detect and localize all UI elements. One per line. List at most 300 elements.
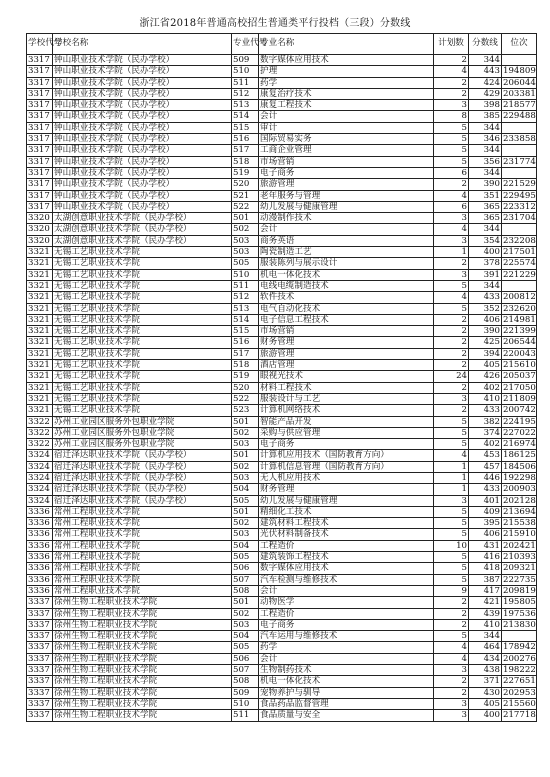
rank-cell: 231774 bbox=[503, 156, 536, 167]
table-row bbox=[27, 66, 537, 77]
rank-cell: 197536 bbox=[503, 608, 536, 619]
rank-cell bbox=[502, 280, 537, 291]
major-name-cell: 国际贸易实务 bbox=[259, 134, 434, 145]
rank-cell: 211809 bbox=[503, 393, 536, 404]
plan-cell: 5 bbox=[434, 122, 469, 133]
score-table bbox=[26, 33, 537, 722]
table-row bbox=[27, 484, 537, 495]
school-name-cell: 无锡工艺职业技术学院 bbox=[53, 371, 232, 382]
score-cell: 365 bbox=[469, 201, 502, 212]
major-name-cell: 服装陈列与展示设计 bbox=[259, 258, 434, 269]
table-row bbox=[27, 167, 537, 178]
major-code-cell: 513 bbox=[232, 303, 259, 314]
school-code-cell: 3324 bbox=[27, 495, 53, 506]
major-code-cell: 509 bbox=[232, 687, 259, 698]
major-code-cell: 511 bbox=[232, 77, 259, 88]
school-name-cell: 无锡工艺职业技术学院 bbox=[53, 337, 232, 348]
table-body bbox=[27, 55, 537, 722]
major-name-cell: 市场营销 bbox=[259, 326, 434, 337]
major-code-cell: 523 bbox=[232, 405, 259, 416]
rank-cell: 213830 bbox=[503, 619, 536, 630]
major-name-cell: 工程造价 bbox=[259, 608, 434, 619]
plan-cell: 2 bbox=[434, 676, 469, 687]
table-row bbox=[27, 269, 537, 280]
plan-cell: 2 bbox=[434, 326, 469, 337]
school-code-cell: 3337 bbox=[27, 619, 53, 630]
school-name-cell: 无锡工艺职业技术学院 bbox=[53, 247, 232, 258]
score-cell: 433 bbox=[469, 292, 502, 303]
major-name-cell: 数字媒体应用技术 bbox=[259, 55, 434, 66]
school-name-cell: 徐州生物工程职业技术学院 bbox=[53, 597, 232, 608]
major-code-cell: 506 bbox=[232, 653, 259, 664]
table-row bbox=[27, 382, 537, 393]
major-name-cell: 智能产品开发 bbox=[259, 416, 434, 427]
major-name-cell: 酒店管理 bbox=[259, 360, 434, 371]
major-name-cell: 幼儿发展与健康管理 bbox=[259, 201, 434, 212]
score-cell: 418 bbox=[469, 563, 502, 574]
school-code-cell: 3337 bbox=[27, 597, 53, 608]
school-code-cell: 3336 bbox=[27, 506, 53, 517]
score-cell: 453 bbox=[469, 450, 502, 461]
major-name-cell: 康复治疗技术 bbox=[259, 88, 434, 99]
score-cell: 371 bbox=[469, 676, 502, 687]
table-row bbox=[27, 698, 537, 709]
school-name-cell: 徐州生物工程职业技术学院 bbox=[53, 676, 232, 687]
table-row bbox=[27, 608, 537, 619]
plan-cell: 2 bbox=[434, 337, 469, 348]
table-row bbox=[27, 653, 537, 664]
school-name-cell: 常州工程职业技术学院 bbox=[53, 540, 232, 551]
plan-cell: 2 bbox=[434, 77, 469, 88]
school-code-cell: 3317 bbox=[27, 156, 53, 167]
major-name-cell: 软件技术 bbox=[259, 292, 434, 303]
plan-cell: 4 bbox=[434, 66, 469, 77]
major-code-cell: 507 bbox=[232, 574, 259, 585]
school-name-cell: 苏州工业园区服务外包职业学院 bbox=[53, 416, 232, 427]
header-school-name: 学校名称 bbox=[53, 34, 232, 55]
school-name-cell: 无锡工艺职业技术学院 bbox=[53, 280, 232, 291]
major-name-cell: 宠物养护与驯导 bbox=[259, 687, 434, 698]
table-row bbox=[27, 427, 537, 438]
school-code-cell: 3317 bbox=[27, 145, 53, 156]
major-code-cell: 506 bbox=[232, 563, 259, 574]
school-name-cell: 钟山职业技术学院（民办学校） bbox=[53, 55, 232, 66]
plan-cell: 2 bbox=[434, 360, 469, 371]
major-code-cell: 509 bbox=[232, 55, 259, 66]
table-row bbox=[27, 280, 537, 291]
rank-cell: 215560 bbox=[503, 698, 536, 709]
major-code-cell: 513 bbox=[232, 100, 259, 111]
school-name-cell: 徐州生物工程职业技术学院 bbox=[53, 687, 232, 698]
major-name-cell: 电子商务 bbox=[259, 167, 434, 178]
major-code-cell: 504 bbox=[232, 540, 259, 551]
rank-cell: 232620 bbox=[503, 303, 536, 314]
table-row bbox=[27, 134, 537, 145]
school-name-cell: 钟山职业技术学院（民办学校） bbox=[53, 145, 232, 156]
plan-cell: 1 bbox=[434, 461, 469, 472]
table-row bbox=[27, 111, 537, 122]
major-code-cell: 512 bbox=[232, 88, 259, 99]
school-code-cell: 3337 bbox=[27, 631, 53, 642]
score-cell: 424 bbox=[469, 77, 502, 88]
score-cell: 395 bbox=[469, 518, 502, 529]
score-cell: 457 bbox=[469, 461, 502, 472]
school-code-cell: 3317 bbox=[27, 100, 53, 111]
school-code-cell: 3322 bbox=[27, 416, 53, 427]
school-name-cell: 徐州生物工程职业技术学院 bbox=[53, 608, 232, 619]
table-row bbox=[27, 179, 537, 190]
rank-cell bbox=[502, 167, 537, 178]
score-cell: 344 bbox=[469, 167, 502, 178]
plan-cell: 5 bbox=[434, 529, 469, 540]
plan-cell: 5 bbox=[434, 631, 469, 642]
rank-cell: 206044 bbox=[503, 77, 536, 88]
major-name-cell: 服装设计与工艺 bbox=[259, 393, 434, 404]
major-name-cell: 电子商务 bbox=[259, 619, 434, 630]
table-row bbox=[27, 247, 537, 258]
plan-cell: 6 bbox=[434, 201, 469, 212]
score-cell: 406 bbox=[469, 314, 502, 325]
rank-cell: 225574 bbox=[503, 258, 536, 269]
table-row bbox=[27, 665, 537, 676]
rank-cell bbox=[502, 145, 537, 156]
school-code-cell: 3317 bbox=[27, 134, 53, 145]
plan-cell: 3 bbox=[434, 710, 469, 721]
rank-cell: 227651 bbox=[503, 676, 536, 687]
school-code-cell: 3321 bbox=[27, 247, 53, 258]
major-code-cell: 511 bbox=[232, 280, 259, 291]
major-code-cell: 503 bbox=[232, 529, 259, 540]
score-cell: 417 bbox=[469, 585, 502, 596]
score-cell: 344 bbox=[469, 122, 502, 133]
header-school-code: 学校代号 bbox=[27, 34, 53, 55]
school-name-cell: 宿迁泽达职业技术学院（民办学校） bbox=[53, 495, 232, 506]
major-name-cell: 材料工程技术 bbox=[259, 382, 434, 393]
header-rank: 位次 bbox=[502, 34, 537, 55]
school-name-cell: 钟山职业技术学院（民办学校） bbox=[53, 88, 232, 99]
major-name-cell: 商务英语 bbox=[259, 235, 434, 246]
rank-cell bbox=[502, 55, 537, 66]
school-code-cell: 3336 bbox=[27, 518, 53, 529]
score-cell: 346 bbox=[469, 134, 502, 145]
major-code-cell: 503 bbox=[232, 439, 259, 450]
plan-cell: 2 bbox=[434, 687, 469, 698]
score-cell: 443 bbox=[469, 66, 502, 77]
plan-cell: 2 bbox=[434, 258, 469, 269]
score-cell: 390 bbox=[469, 326, 502, 337]
plan-cell: 2 bbox=[434, 55, 469, 66]
major-code-cell: 515 bbox=[232, 326, 259, 337]
plan-cell: 3 bbox=[434, 235, 469, 246]
major-name-cell: 陶瓷制造工艺 bbox=[259, 247, 434, 258]
major-code-cell: 504 bbox=[232, 631, 259, 642]
rank-cell: 209819 bbox=[503, 585, 536, 596]
school-code-cell: 3321 bbox=[27, 405, 53, 416]
score-cell: 387 bbox=[469, 574, 502, 585]
score-cell: 439 bbox=[469, 608, 502, 619]
rank-cell: 233858 bbox=[503, 134, 536, 145]
table-row bbox=[27, 213, 537, 224]
table-row bbox=[27, 55, 537, 66]
school-code-cell: 3322 bbox=[27, 427, 53, 438]
school-code-cell: 3317 bbox=[27, 111, 53, 122]
major-name-cell: 审计 bbox=[259, 122, 434, 133]
score-cell: 398 bbox=[469, 100, 502, 111]
score-cell: 352 bbox=[469, 303, 502, 314]
table-row bbox=[27, 416, 537, 427]
major-code-cell: 501 bbox=[232, 416, 259, 427]
rank-cell: 223312 bbox=[503, 201, 536, 212]
major-name-cell: 无人机应用技术 bbox=[259, 472, 434, 483]
major-code-cell: 501 bbox=[232, 450, 259, 461]
major-code-cell: 521 bbox=[232, 190, 259, 201]
school-code-cell: 3337 bbox=[27, 698, 53, 709]
rank-cell: 184506 bbox=[503, 461, 536, 472]
rank-cell: 213694 bbox=[503, 506, 536, 517]
table-row bbox=[27, 190, 537, 201]
school-code-cell: 3317 bbox=[27, 77, 53, 88]
rank-cell bbox=[502, 122, 537, 133]
plan-cell: 3 bbox=[434, 213, 469, 224]
major-name-cell: 生物制药技术 bbox=[259, 665, 434, 676]
table-row bbox=[27, 201, 537, 212]
major-name-cell: 眼视光技术 bbox=[259, 371, 434, 382]
school-code-cell: 3317 bbox=[27, 122, 53, 133]
table-row bbox=[27, 676, 537, 687]
plan-cell: 5 bbox=[434, 303, 469, 314]
score-cell: 365 bbox=[469, 213, 502, 224]
rank-cell: 222735 bbox=[503, 574, 536, 585]
plan-cell: 5 bbox=[434, 156, 469, 167]
school-code-cell: 3337 bbox=[27, 642, 53, 653]
school-name-cell: 钟山职业技术学院（民办学校） bbox=[53, 167, 232, 178]
major-name-cell: 财务管理 bbox=[259, 337, 434, 348]
major-code-cell: 503 bbox=[232, 235, 259, 246]
table-row bbox=[27, 450, 537, 461]
major-code-cell: 501 bbox=[232, 213, 259, 224]
major-code-cell: 502 bbox=[232, 518, 259, 529]
major-name-cell: 电气自动化技术 bbox=[259, 303, 434, 314]
school-code-cell: 3321 bbox=[27, 382, 53, 393]
school-code-cell: 3320 bbox=[27, 213, 53, 224]
plan-cell: 1 bbox=[434, 484, 469, 495]
school-code-cell: 3321 bbox=[27, 303, 53, 314]
major-code-cell: 507 bbox=[232, 665, 259, 676]
plan-cell: 5 bbox=[434, 427, 469, 438]
major-name-cell: 动物医学 bbox=[259, 597, 434, 608]
school-name-cell: 徐州生物工程职业技术学院 bbox=[53, 631, 232, 642]
score-cell: 351 bbox=[469, 190, 502, 201]
school-name-cell: 钟山职业技术学院（民办学校） bbox=[53, 201, 232, 212]
plan-cell: 5 bbox=[434, 145, 469, 156]
plan-cell: 4 bbox=[434, 224, 469, 235]
rank-cell: 198222 bbox=[503, 665, 536, 676]
table-row bbox=[27, 585, 537, 596]
score-cell: 354 bbox=[469, 235, 502, 246]
school-code-cell: 3320 bbox=[27, 235, 53, 246]
major-name-cell: 电线电缆制造技术 bbox=[259, 280, 434, 291]
plan-cell: 2 bbox=[434, 597, 469, 608]
major-code-cell: 503 bbox=[232, 472, 259, 483]
school-name-cell: 无锡工艺职业技术学院 bbox=[53, 269, 232, 280]
score-cell: 431 bbox=[469, 540, 502, 551]
major-code-cell: 519 bbox=[232, 167, 259, 178]
table-row bbox=[27, 710, 537, 721]
plan-cell: 5 bbox=[434, 416, 469, 427]
major-name-cell: 药学 bbox=[259, 77, 434, 88]
school-code-cell: 3324 bbox=[27, 472, 53, 483]
score-cell: 409 bbox=[469, 506, 502, 517]
major-name-cell: 电子信息工程技术 bbox=[259, 314, 434, 325]
school-code-cell: 3337 bbox=[27, 608, 53, 619]
table-row bbox=[27, 100, 537, 111]
score-cell: 425 bbox=[469, 337, 502, 348]
major-name-cell: 康复工程技术 bbox=[259, 100, 434, 111]
major-name-cell: 会计 bbox=[259, 224, 434, 235]
rank-cell: 194809 bbox=[503, 66, 536, 77]
school-name-cell: 钟山职业技术学院（民办学校） bbox=[53, 122, 232, 133]
rank-cell: 178942 bbox=[503, 642, 536, 653]
major-code-cell: 522 bbox=[232, 393, 259, 404]
table-row bbox=[27, 360, 537, 371]
plan-cell: 3 bbox=[434, 495, 469, 506]
school-name-cell: 宿迁泽达职业技术学院（民办学校） bbox=[53, 472, 232, 483]
score-cell: 378 bbox=[469, 258, 502, 269]
rank-cell: 200812 bbox=[503, 292, 536, 303]
major-code-cell: 502 bbox=[232, 461, 259, 472]
rank-cell: 217501 bbox=[503, 247, 536, 258]
rank-cell: 202953 bbox=[503, 687, 536, 698]
major-name-cell: 财务管理 bbox=[259, 484, 434, 495]
plan-cell: 5 bbox=[434, 506, 469, 517]
table-row bbox=[27, 393, 537, 404]
major-name-cell: 会计 bbox=[259, 653, 434, 664]
school-name-cell: 钟山职业技术学院（民办学校） bbox=[53, 156, 232, 167]
table-row bbox=[27, 337, 537, 348]
school-name-cell: 无锡工艺职业技术学院 bbox=[53, 314, 232, 325]
score-cell: 433 bbox=[469, 405, 502, 416]
major-name-cell: 机电一体化技术 bbox=[259, 676, 434, 687]
major-name-cell: 计算机应用技术（国防教育方向） bbox=[259, 450, 434, 461]
rank-cell: 220043 bbox=[503, 348, 536, 359]
major-code-cell: 510 bbox=[232, 66, 259, 77]
school-name-cell: 徐州生物工程职业技术学院 bbox=[53, 619, 232, 630]
rank-cell: 203381 bbox=[503, 88, 536, 99]
school-name-cell: 常州工程职业技术学院 bbox=[53, 518, 232, 529]
school-code-cell: 3322 bbox=[27, 439, 53, 450]
major-name-cell: 汽车运用与维修技术 bbox=[259, 631, 434, 642]
plan-cell: 2 bbox=[434, 382, 469, 393]
plan-cell: 2 bbox=[434, 619, 469, 630]
school-name-cell: 宿迁泽达职业技术学院（民办学校） bbox=[53, 461, 232, 472]
major-name-cell: 精细化工技术 bbox=[259, 506, 434, 517]
plan-cell: 4 bbox=[434, 653, 469, 664]
rank-cell: 206544 bbox=[503, 337, 536, 348]
table-row bbox=[27, 235, 537, 246]
major-code-cell: 502 bbox=[232, 427, 259, 438]
score-cell: 426 bbox=[469, 371, 502, 382]
school-name-cell: 苏州工业园区服务外包职业学院 bbox=[53, 439, 232, 450]
score-cell: 391 bbox=[469, 269, 502, 280]
major-name-cell: 建筑装饰工程技术 bbox=[259, 552, 434, 563]
major-code-cell: 517 bbox=[232, 145, 259, 156]
plan-cell: 9 bbox=[434, 585, 469, 596]
header-major-name: 专业名称 bbox=[259, 34, 434, 55]
school-name-cell: 无锡工艺职业技术学院 bbox=[53, 360, 232, 371]
school-code-cell: 3321 bbox=[27, 337, 53, 348]
school-code-cell: 3336 bbox=[27, 585, 53, 596]
plan-cell: 1 bbox=[434, 247, 469, 258]
major-name-cell: 会计 bbox=[259, 585, 434, 596]
plan-cell: 3 bbox=[434, 269, 469, 280]
plan-cell: 6 bbox=[434, 167, 469, 178]
score-cell: 344 bbox=[469, 55, 502, 66]
school-name-cell: 常州工程职业技术学院 bbox=[53, 585, 232, 596]
table-row bbox=[27, 597, 537, 608]
major-code-cell: 511 bbox=[232, 710, 259, 721]
table-row bbox=[27, 574, 537, 585]
major-code-cell: 508 bbox=[232, 676, 259, 687]
plan-cell: 3 bbox=[434, 100, 469, 111]
rank-cell: 205037 bbox=[503, 371, 536, 382]
plan-cell: 5 bbox=[434, 280, 469, 291]
rank-cell: 192298 bbox=[503, 472, 536, 483]
major-code-cell: 502 bbox=[232, 608, 259, 619]
table-row bbox=[27, 619, 537, 630]
table-row bbox=[27, 348, 537, 359]
major-name-cell: 旅游管理 bbox=[259, 348, 434, 359]
school-code-cell: 3321 bbox=[27, 314, 53, 325]
plan-cell: 5 bbox=[434, 552, 469, 563]
school-code-cell: 3321 bbox=[27, 360, 53, 371]
score-cell: 344 bbox=[469, 224, 502, 235]
school-name-cell: 无锡工艺职业技术学院 bbox=[53, 326, 232, 337]
header-major-code: 专业代号 bbox=[232, 34, 259, 55]
table-row bbox=[27, 326, 537, 337]
table-row bbox=[27, 303, 537, 314]
rank-cell: 209321 bbox=[503, 563, 536, 574]
school-name-cell: 徐州生物工程职业技术学院 bbox=[53, 698, 232, 709]
plan-cell: 5 bbox=[434, 439, 469, 450]
header-score: 分数线 bbox=[469, 34, 502, 55]
major-name-cell: 建筑材料工程技术 bbox=[259, 518, 434, 529]
rank-cell: 229495 bbox=[503, 190, 536, 201]
plan-cell: 2 bbox=[434, 314, 469, 325]
major-code-cell: 504 bbox=[232, 484, 259, 495]
school-code-cell: 3321 bbox=[27, 371, 53, 382]
school-name-cell: 常州工程职业技术学院 bbox=[53, 574, 232, 585]
school-code-cell: 3336 bbox=[27, 574, 53, 585]
school-code-cell: 3321 bbox=[27, 258, 53, 269]
school-code-cell: 3324 bbox=[27, 484, 53, 495]
school-code-cell: 3324 bbox=[27, 461, 53, 472]
major-code-cell: 501 bbox=[232, 506, 259, 517]
plan-cell: 2 bbox=[434, 348, 469, 359]
major-code-cell: 522 bbox=[232, 201, 259, 212]
rank-cell: 202128 bbox=[503, 495, 536, 506]
score-cell: 401 bbox=[469, 495, 502, 506]
table-row bbox=[27, 292, 537, 303]
plan-cell: 2 bbox=[434, 405, 469, 416]
score-cell: 433 bbox=[469, 484, 502, 495]
school-code-cell: 3317 bbox=[27, 201, 53, 212]
table-row bbox=[27, 631, 537, 642]
rank-cell: 202421 bbox=[503, 540, 536, 551]
rank-cell: 227022 bbox=[503, 427, 536, 438]
major-name-cell: 旅游管理 bbox=[259, 179, 434, 190]
major-name-cell: 光伏材料制备技术 bbox=[259, 529, 434, 540]
score-cell: 344 bbox=[469, 280, 502, 291]
